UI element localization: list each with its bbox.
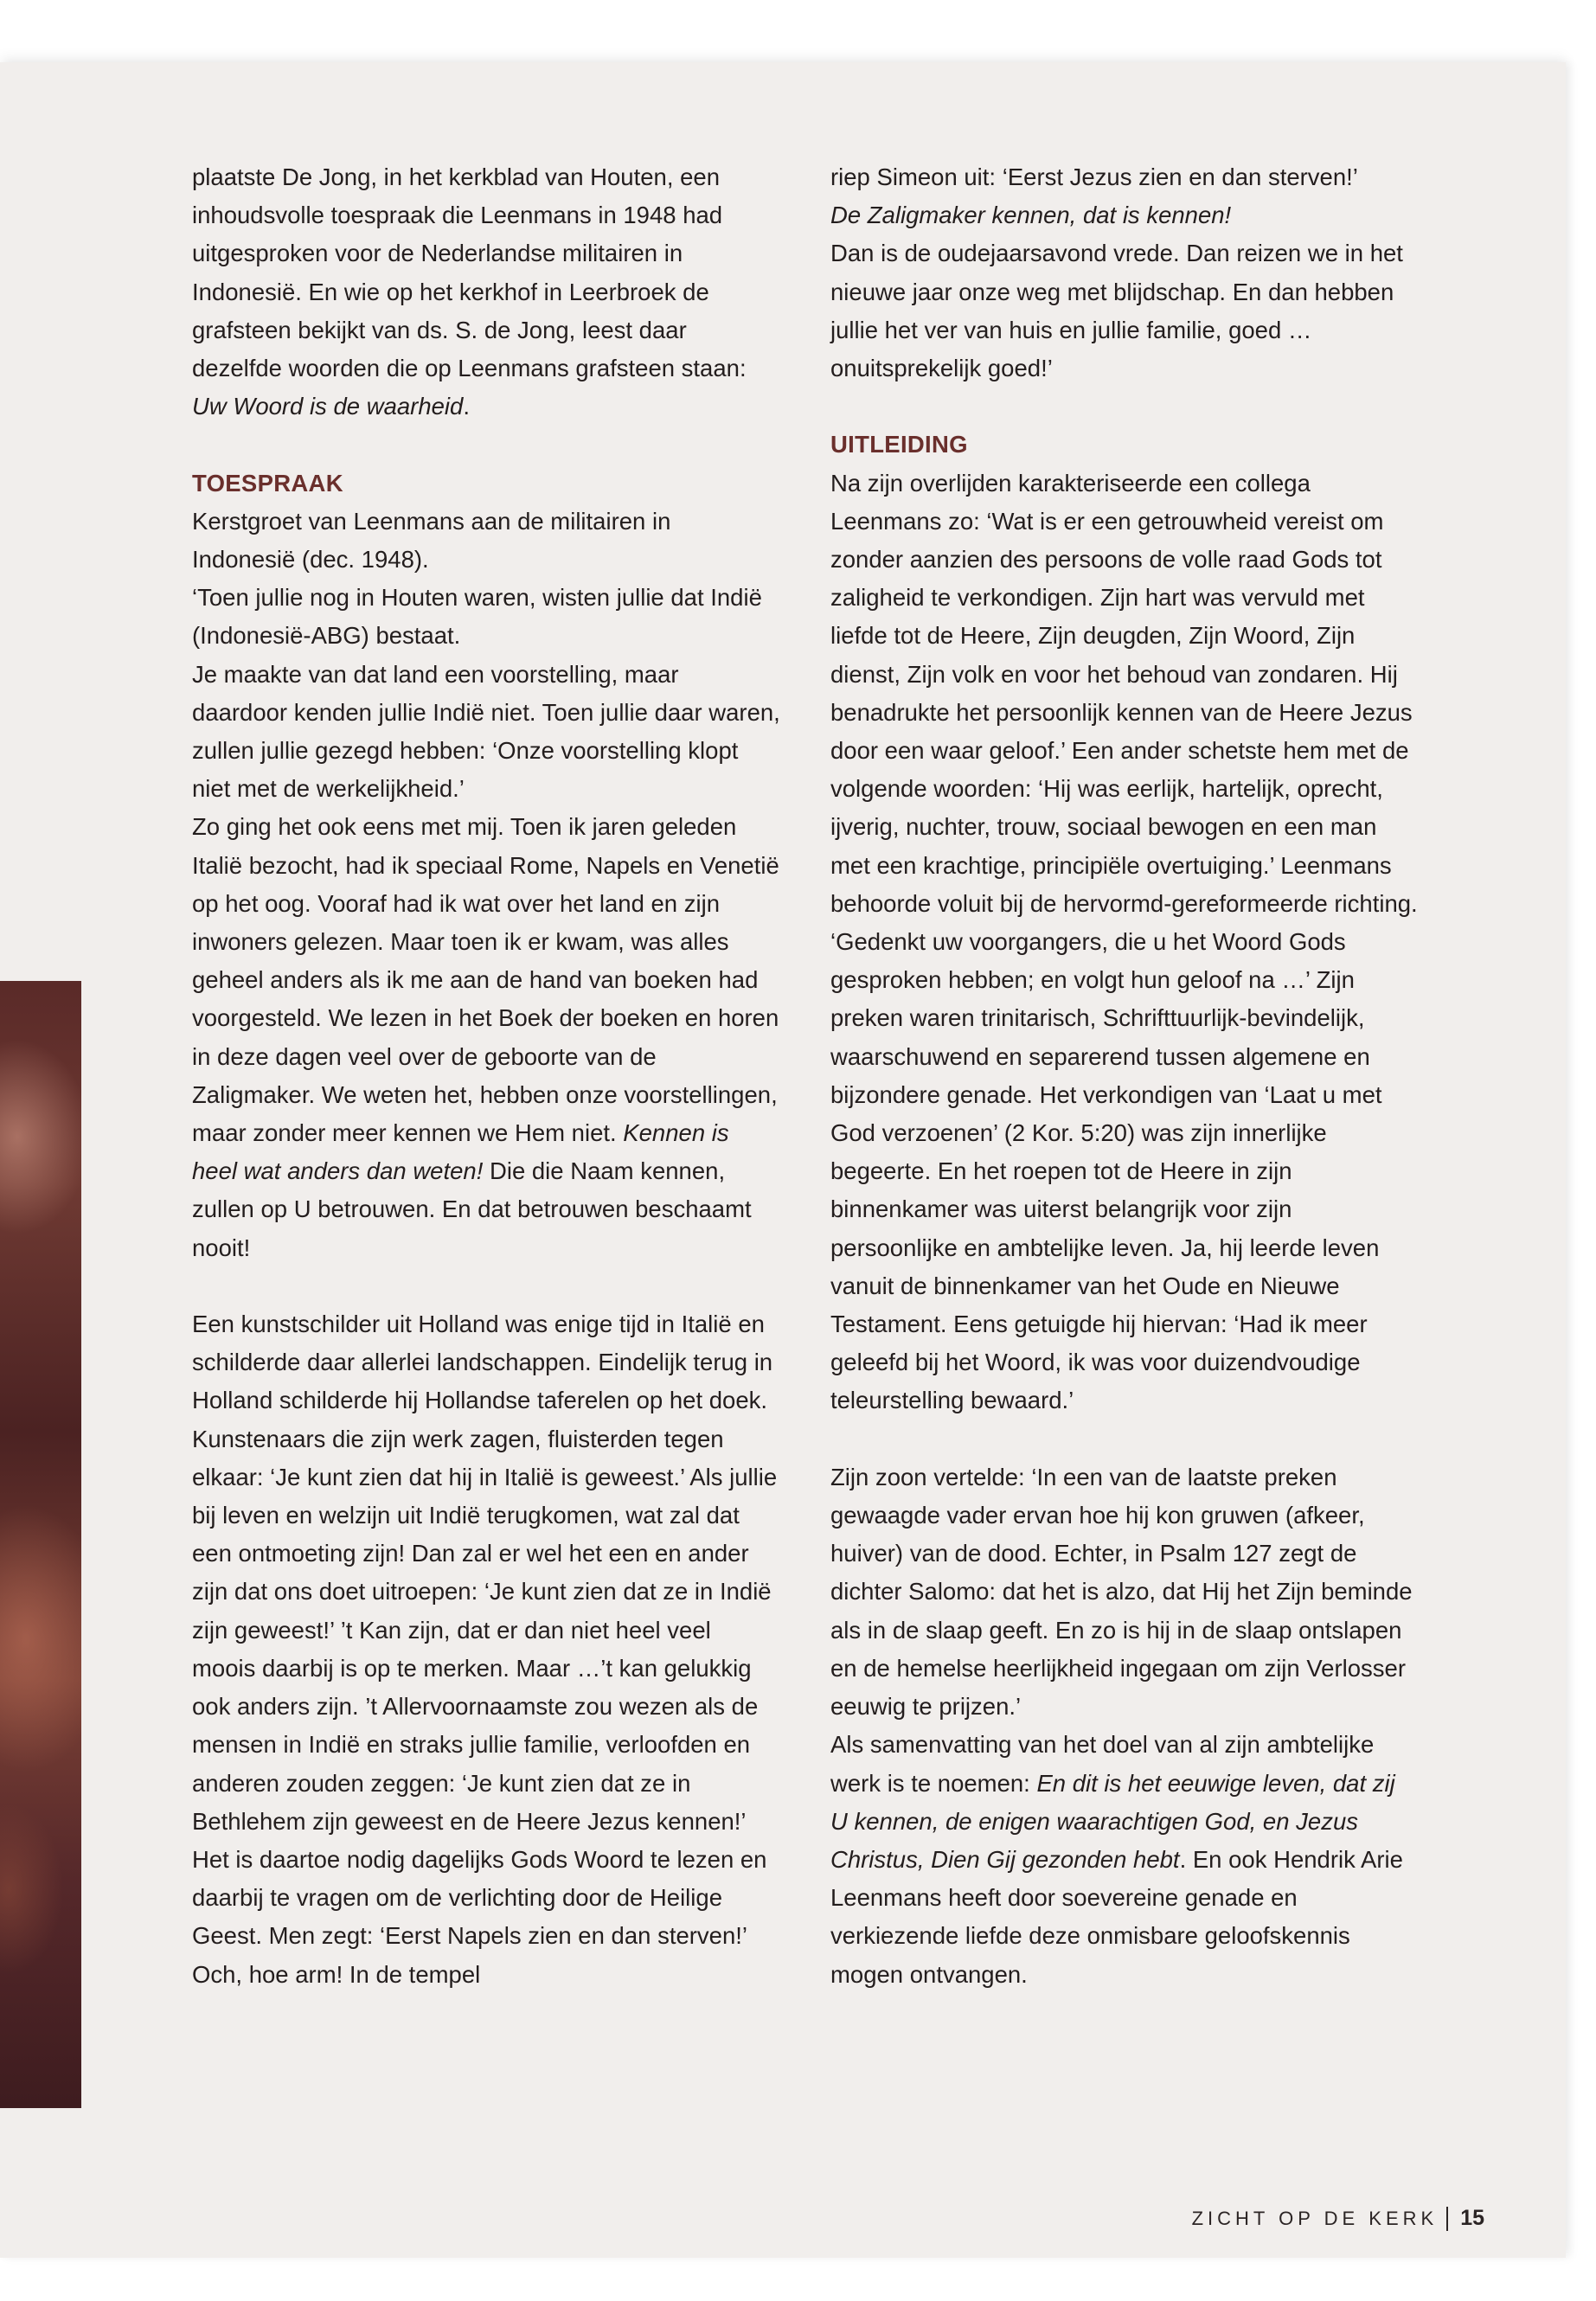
paragraph-text: Zo ging het ook eens met mij. Toen ik jaren geleden Italië bezocht, had ik speciaal Rome, Napels en Venetië op het oog. Vooraf had ik wat over het land en zijn inwoners gelezen. Maar toen ik er kwam, was alles geheel anders als ik me aan de hand van boeken had voorgesteld. We lezen in het Boek der boeken en horen in deze dagen veel over de geboorte van de Zaligmaker. We weten het, hebben onze voorstellingen, maar zonder meer kennen we Hem niet. [192,813,779,1147]
paragraph [830,196,1419,234]
magazine-name: ZICHT OP DE KERK [1191,2207,1439,2229]
footer-divider [1446,2207,1448,2231]
paragraph-text: . En ook Hendrik Arie Leenmans heeft door soevereine genade en verkiezende liefde deze onmisbare geloofskennis mogen ontvangen. [830,1845,1403,1988]
paragraph: ‘Toen jullie nog in Houten waren, wisten jullie dat Indië (Indonesië-ABG) bestaat. [192,584,762,650]
page-footer [1192,2206,1484,2231]
emphasis-text: De Zaligmaker kennen, dat is kennen! [830,202,1232,229]
paragraph: Kerstgroet van Leenmans aan de militairen in Indonesië (dec. 1948). [192,507,671,574]
paragraph: Na zijn overlijden karakteriseerde een collega Leenmans zo: ‘Wat is er een getrouwheid vereist om zonder aanzien des persoons de volle raad Gods tot zaligheid te verkondigen. Zijn hart was vervuld met liefde tot de Heere, Zijn deugden, Zijn Woord, Zijn dienst, Zijn volk en voor het behoud van zondaren. Hij benadrukte het persoonlijk kennen van de Heere Jezus door een waar geloof.’ Een ander schetste hem met de volgende woorden: ‘Hij was eerlijk, hartelijk, oprecht, ijverig, nuchter, trouw, sociaal bewogen en een man met een krachtige, principiële overtuiging.’ Leenmans behoorde voluit bij de hervormd-gereformeerde richting. ‘Gedenkt uw voorgangers, die u het Woord Gods gesproken hebben; en volgt hun geloof na …’ Zijn preken waren trinitarisch, Schrifttuurlijk-bevindelijk, waarschuwend en separerend tussen algemene en bijzondere genade. Het verkondigen van ‘Laat u met God verzoenen’ (2 Kor. 5:20) was zijn innerlijke begeerte. En het roepen tot de Heere in zijn binnenkamer was uiterst belangrijk voor zijn persoonlijke en ambtelijke leven. Ja, hij leerde leven vanuit de binnenkamer van het Oude en Nieuwe Testament. Eens getuigde hij hiervan: ‘Had ik meer geleefd bij het Woord, ik was voor duizendvoudige teleurstelling bewaard.’ [830,469,1418,1414]
paragraph: Zijn zoon vertelde: ‘In een van de laatste preken gewaagde vader ervan hoe hij kon gruwen (afkeer, huiver) van de dood. Echter, in Psalm 127 zegt de dichter Salomo: dat het is alzo, dat Hij het Zijn beminde als in de slaap geeft. En zo is hij in de slaap ontslapen en de hemelse heerlijkheid ingegaan om zijn Verlosser eeuwig te prijzen.’ [830,1463,1413,1721]
paragraph-text: Als samenvatting van het doel van al zijn ambtelijke werk is te noemen: [830,1731,1375,1797]
emphasis-text: Kennen is heel wat anders dan weten! [192,1119,729,1185]
photo-strip [0,981,81,2108]
paragraph [192,158,780,426]
paragraph: Een kunstschilder uit Holland was enige tijd in Italië en schilderde daar allerlei landschappen. Eindelijk terug in Holland schilderde hij Hollandse taferelen op het doek. Kunstenaars die zijn werk zagen, fluisterden tegen elkaar: ‘Je kunt zien dat hij in Italië is geweest.’ Als jullie bij leven en welzijn uit Indië terugkomen, wat zal dat een ontmoeting zijn! Dan zal er wel het een en ander zijn dat ons doet uitroepen: ‘Je kunt zien dat ze in Indië zijn geweest!’ ’t Kan zijn, dat er dan niet heel veel moois daarbij is op te merken. Maar …’t kan gelukkig ook anders zijn. ’t Allervoornaamste zou wezen als de mensen in Indië en straks jullie familie, verloofden en anderen zouden zeggen: ‘Je kunt zien dat ze in Bethlehem zijn geweest en de Heere Jezus kennen!’ Het is daartoe nodig dagelijks Gods Woord te lezen en daarbij te vragen om de verlichting door de Heilige Geest. Men zegt: ‘Eerst Napels zien en dan sterven!’ Och, hoe arm! In de tempel [192,1311,778,1988]
page-number: 15 [1460,2206,1484,2230]
paragraph: riep Simeon uit: ‘Eerst Jezus zien en dan sterven!’ [830,163,1358,190]
right-column [830,158,1419,1994]
paragraph [830,1726,1419,1993]
section-heading-toespraak: TOESPRAAK [192,469,343,497]
paragraph [192,808,780,1266]
emphasis-text: Uw Woord is de waarheid [192,393,464,420]
emphasis-text: En dit is het eeuwige leven, dat zij U kennen, de enigen waarachtigen God, en Jezus Christus, Dien Gij gezonden hebt [830,1769,1395,1873]
section-heading-uitleiding: UITLEIDING [830,431,968,458]
paragraph: Je maakte van dat land een voorstelling, maar daardoor kenden jullie Indië niet. Toen jullie daar waren, zullen jullie gezegd hebben: ‘Onze voorstelling klopt niet met de werkelijkheid.’ [192,660,780,803]
left-column [192,158,780,1994]
paragraph-text: Die die Naam kennen, zullen op U betrouwen. En dat betrouwen beschaamt nooit! [192,1157,752,1261]
paragraph-text: . [463,393,470,420]
paragraph-text: plaatste De Jong, in het kerkblad van Houten, een inhoudsvolle toespraak die Leenmans in 1948 had uitgesproken voor de Nederlandse militairen in Indonesië. En wie op het kerkhof in Leerbroek de grafsteen bekijkt van ds. S. de Jong, leest daar dezelfde woorden die op Leenmans grafsteen staan: [192,163,747,382]
paragraph: Dan is de oudejaarsavond vrede. Dan reizen we in het nieuwe jaar onze weg met blijdschap. En dan hebben jullie het ver van huis en jullie familie, goed … onuitsprekelijk goed!’ [830,240,1403,382]
